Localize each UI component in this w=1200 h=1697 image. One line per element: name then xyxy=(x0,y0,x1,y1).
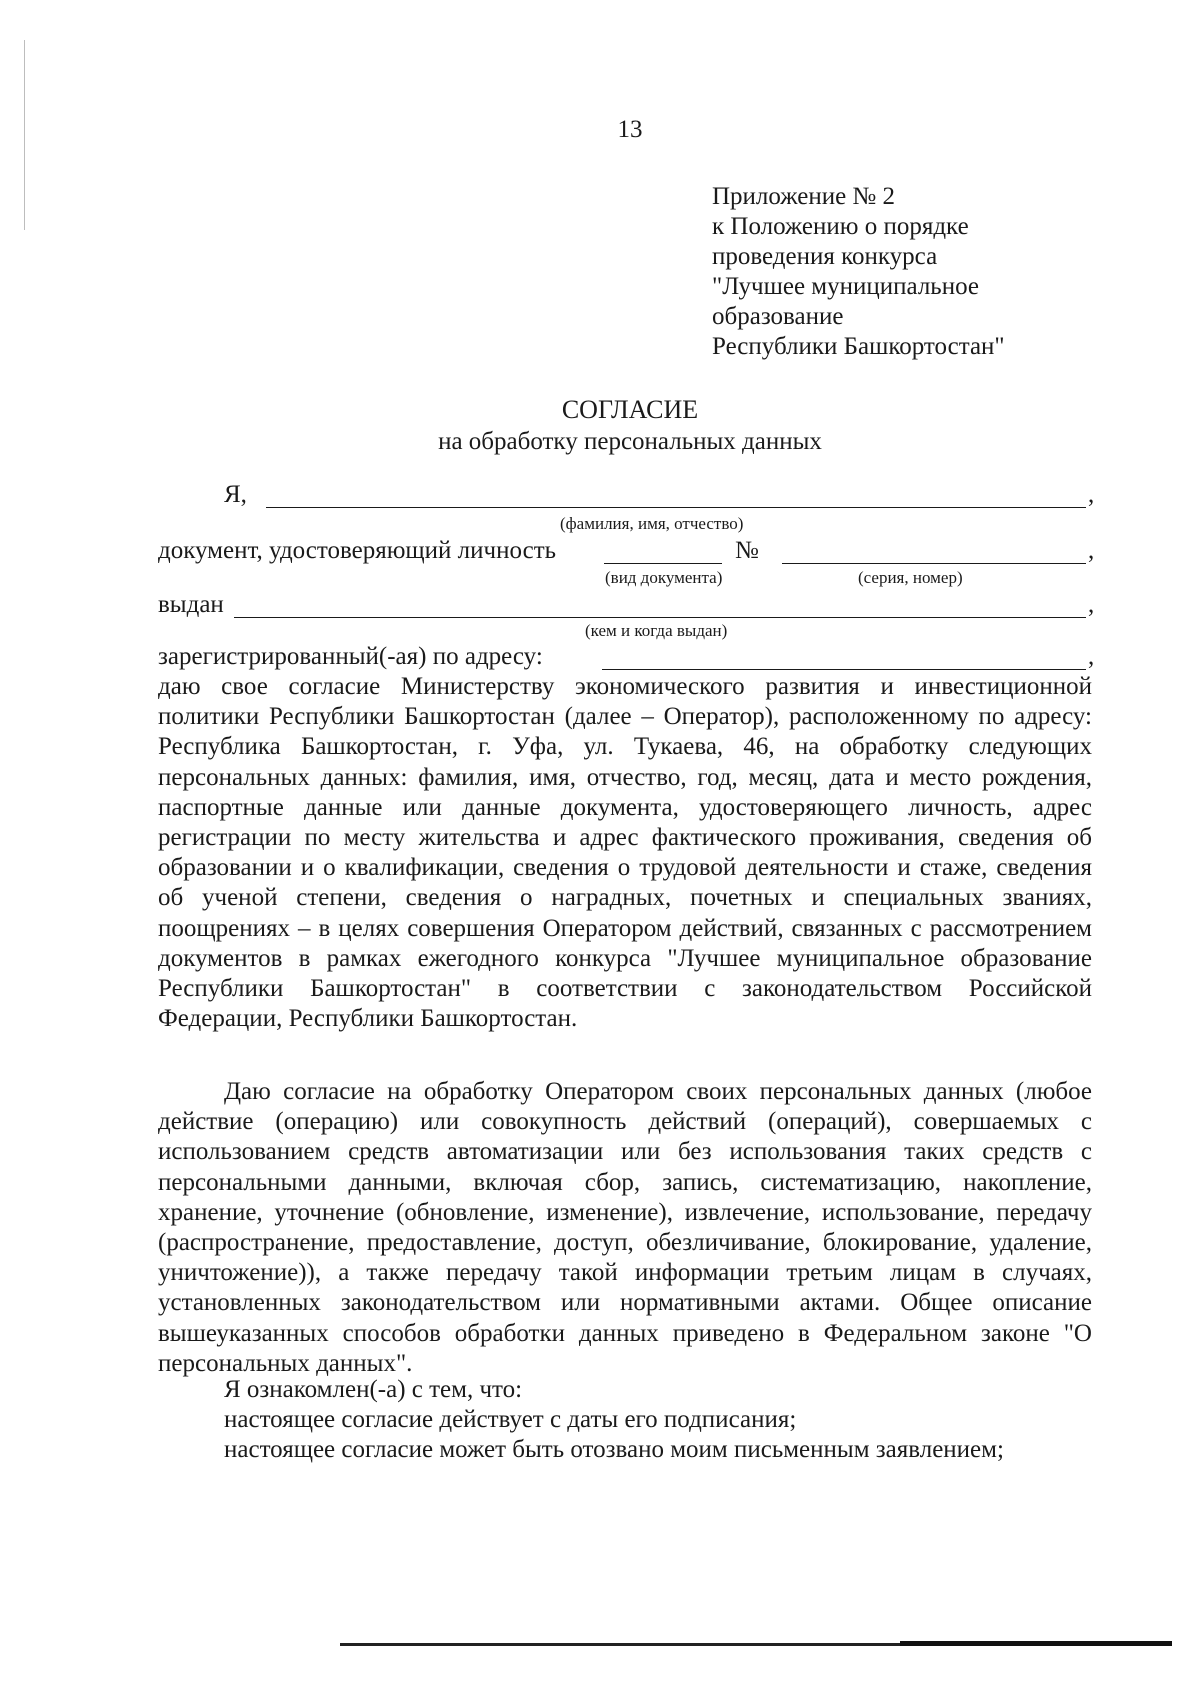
name-field-line[interactable] xyxy=(266,507,1086,508)
bottom-rule-thick xyxy=(900,1641,1172,1646)
issued-hint: (кем и когда выдан) xyxy=(585,621,728,640)
issued-comma: , xyxy=(1088,591,1095,618)
appendix-line: образование xyxy=(712,303,844,330)
acknowledge-line: Я ознакомлен(-а) с тем, что: xyxy=(224,1376,523,1403)
document-title: СОГЛАСИЕ xyxy=(561,395,699,424)
doc-label: документ, удостоверяющий личность xyxy=(158,537,557,564)
issued-label: выдан xyxy=(158,591,224,618)
doc-number-sign: № xyxy=(735,537,759,564)
appendix-line: к Положению о порядке xyxy=(712,213,969,240)
page-number: 13 xyxy=(617,116,643,143)
appendix-line: Республики Башкортостан" xyxy=(712,333,1005,360)
name-comma: , xyxy=(1088,481,1095,508)
issued-field-line[interactable] xyxy=(234,617,1086,618)
consent-paragraph-2: Даю согласие на обработку Оператором своих персональных данных (любое действие (операцию) или совокупность действий (операций), совершаемых с использованием средств автоматизации или без использования таких средств с персональными данными, включая сбор, запись, систематизацию, накопление, хранение, уточнение (обновление, изменение), извлечение, использование, передачу (распространение, предоставление, доступ, обезличивание, блокирование, удаление, уничтожение)), а также передачу такой информации третьим лицам в случаях, установленных законодательством или нормативными актами. Общее описание вышеуказанных способов обработки данных приведено в Федеральном законе "О персональных данных". xyxy=(158,1078,1092,1377)
doc-type-hint: (вид документа) xyxy=(605,568,723,587)
document-subtitle: на обработку персональных данных xyxy=(438,428,822,455)
acknowledge-item-2: настоящее согласие может быть отозвано моим письменным заявлением; xyxy=(224,1436,1004,1463)
address-field-line[interactable] xyxy=(602,669,1086,670)
doc-type-field-line[interactable] xyxy=(604,563,722,564)
doc-comma: , xyxy=(1088,537,1095,564)
consent-paragraph-1: даю свое согласие Министерству экономического развития и инвестиционной политики Республики Башкортостан (далее – Оператор), расположенному по адресу: Республика Башкортостан, г. Уфа, ул. Тукаева, 46, на обработку следующих персональных данных: фамилия, имя, отчество, год, месяц, дата и место рождения, паспортные данные или данные документа, удостоверяющего личность, адрес регистрации по месту жительства и адрес фактического проживания, сведения об образовании и о квалификации, сведения о трудовой деятельности и стаже, сведения об ученой степени, сведения о наградных, почетных и специальных званиях, поощрениях – в целях совершения Оператором действий, связанных с рассмотрением документов в рамках ежегодного конкурса "Лучшее муниципальное образование Республики Башкортостан" в соответствии с законодательством Российской Федерации, Республики Башкортостан. xyxy=(158,673,1092,1033)
doc-series-hint: (серия, номер) xyxy=(858,568,963,587)
appendix-line: Приложение № 2 xyxy=(712,183,896,210)
appendix-block xyxy=(712,182,1005,362)
appendix-line: проведения конкурса xyxy=(712,243,938,270)
address-comma: , xyxy=(1088,643,1095,670)
appendix-line: "Лучшее муниципальное xyxy=(712,273,979,300)
acknowledge-item-1: настоящее согласие действует с даты его подписания; xyxy=(224,1406,797,1433)
doc-series-field-line[interactable] xyxy=(782,563,1086,564)
name-hint: (фамилия, имя, отчество) xyxy=(560,514,744,533)
name-prefix: Я, xyxy=(224,481,247,508)
address-label: зарегистрированный(-ая) по адресу: xyxy=(158,643,543,670)
